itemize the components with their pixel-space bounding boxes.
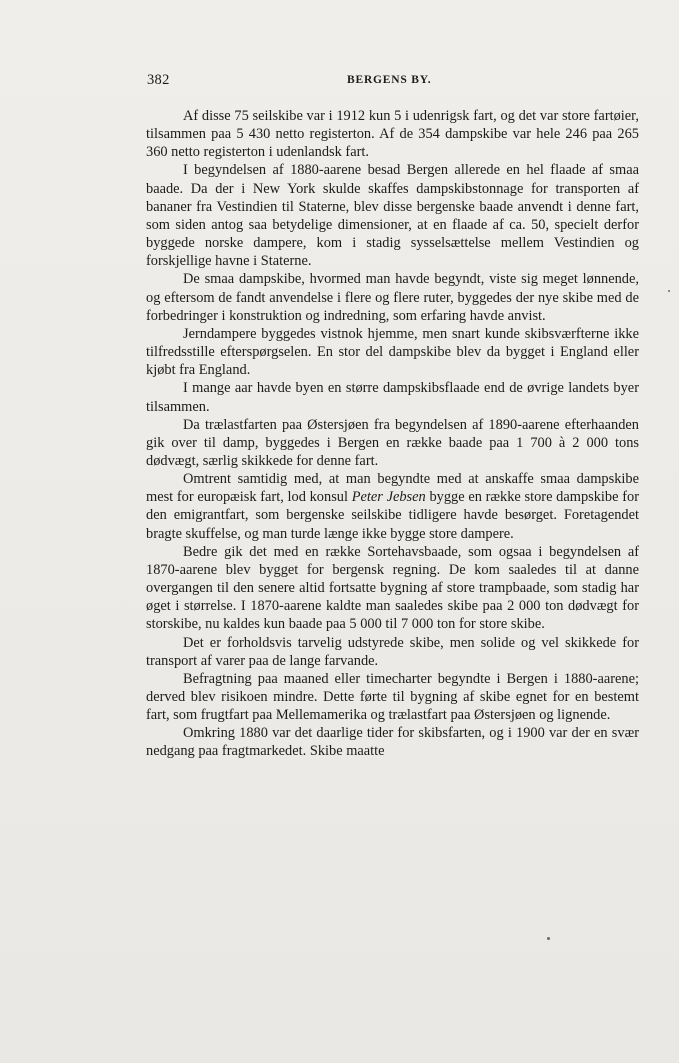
paragraph-7-start: Omtrent samtidig med, at man begyndte med at anskaffe smaa dampskibe mest for europæisk fart, lod konsul (146, 471, 639, 506)
paragraph-11: Omkring 1880 var det daarlige tider for skibsfarten, og i 1900 var der en svær nedgang paa fragtmarkedet. Skibe maatte (146, 725, 639, 760)
person-name: Peter Jebsen (351, 489, 426, 506)
paragraph-7 (146, 470, 639, 543)
page-number: 382 (147, 72, 170, 88)
paragraph-6: Da trælastfarten paa Østersjøen fra begyndelsen af 1890-aarene efterhaanden gik over til damp, byggedes i Bergen en række baade paa 1 700 à 2 000 tons dødvægt, særlig skikkede for denne fart. (146, 416, 639, 469)
paragraph-3: De smaa dampskibe, hvormed man havde begyndt, viste sig meget lønnende, og eftersom de fandt anvendelse i flere og flere ruter, byggedes der nye skibe med de forbedringer i konstruktion og indredning, som erfaring havde anvist. (146, 271, 639, 324)
paragraph-5: I mange aar havde byen en større dampskibsflaade end de øvrige landets byer tilsammen. (146, 380, 639, 415)
paragraph-10: Befragtning paa maaned eller timecharter begyndte i Bergen i 1880-aarene; derved blev risikoen mindre. Dette førte til bygning af skibe egnet for en bestemt fart, som frugtfart paa Mellemamerika og trælastfart paa Østersjøen og lignende. (146, 670, 639, 724)
paragraph-9: Det er forholdsvis tarvelig udstyrede skibe, men solide og vel skikkede for transport af varer paa de lange farvande. (146, 634, 639, 669)
paragraph-7-end: bygge en række store dampskibe for den emigrantfart, som bergenske seilskibe tidligere havde besørget. Foretagendet bragte skuffelse, og man turde længe ikke bygge store dampere. (146, 489, 639, 542)
paragraph-2: I begyndelsen af 1880-aarene besad Bergen allerede en hel flaade af smaa baade. Da der i New York skulde skaffes dampskibstonnage for transporten af bananer fra Vestindien til Staterne, blev disse bergenske baade anvendt i denne fart, som siden antog saa betydelige dimensioner, at en flaade af ca. 50, specielt derfor byggede norske dampere, kom i stadig sysselsættelse mellem Vestindien og forskjellige havne i Staterne. (146, 162, 639, 270)
paragraph-1: Af disse 75 seilskibe var i 1912 kun 5 i udenrigsk fart, og det var store fartøier, tilsammen paa 5 430 netto registerton. Af de 354 dampskibe var hele 246 paa 265 360 netto registerton i udenlandsk fart. (146, 108, 639, 161)
scan-speck (668, 290, 670, 292)
scan-speck (547, 937, 550, 940)
body-text (146, 107, 639, 761)
page-header (147, 72, 639, 92)
paragraph-8: Bedre gik det med en række Sortehavsbaade, som ogsaa i begyndelsen af 1870-aarene blev bygget for bergensk regning. De kom saaledes til at danne overgangen til den senere altid fortsatte bygning af store trampbaade, som stadig har øget i størrelse. I 1870-aarene kaldte man saaledes skibe paa 2 000 ton dødvægt for storskibe, nu kaldes kun baade paa 5 000 til 7 000 ton for store skibe. (146, 543, 639, 633)
paragraph-4: Jerndampere byggedes vistnok hjemme, men snart kunde skibsværfterne ikke tilfredsstille efterspørgselen. En stor del dampskibe blev da bygget i England eller kjøbt fra England. (146, 325, 639, 379)
running-head: BERGENS BY. (347, 74, 432, 86)
